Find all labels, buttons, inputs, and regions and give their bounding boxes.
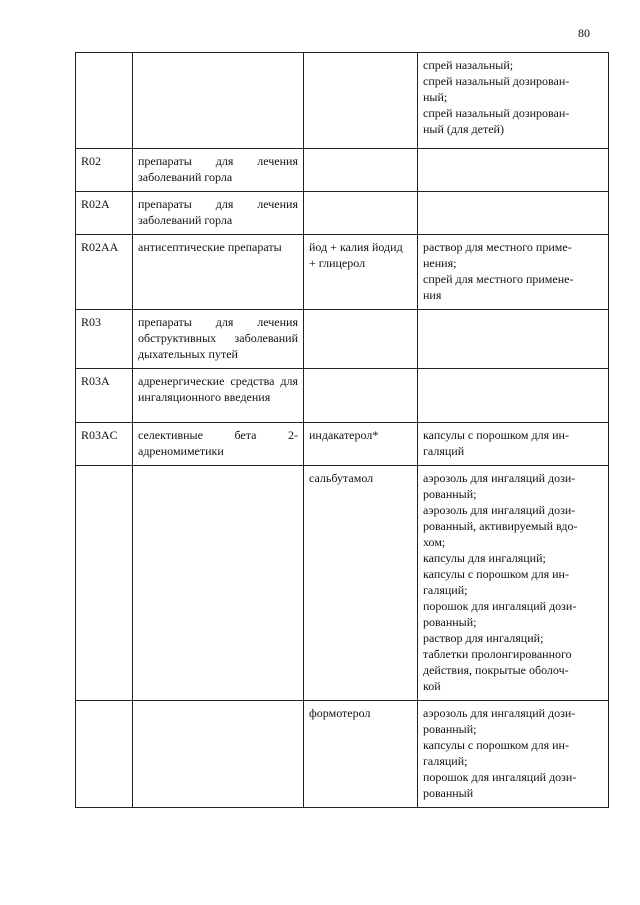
table-row bbox=[76, 701, 609, 808]
atc-code-cell: R03AC bbox=[76, 423, 133, 466]
drug-name-cell bbox=[304, 310, 418, 369]
group-name-cell: препараты для лечения заболеваний горла bbox=[133, 192, 304, 235]
drug-name-cell: сальбутамол bbox=[304, 466, 418, 701]
atc-code-cell: R03A bbox=[76, 369, 133, 423]
dosage-form-line: рованный bbox=[423, 786, 474, 800]
dosage-form-line: спрей назальный дозирован- bbox=[423, 74, 570, 88]
dosage-form-line: галяций; bbox=[423, 754, 468, 768]
dosage-form-line: кой bbox=[423, 679, 441, 693]
dosage-form-line: рованный, активируемый вдо- bbox=[423, 519, 578, 533]
dosage-form-line: раствор для ингаляций; bbox=[423, 631, 544, 645]
dosage-form-cell bbox=[418, 235, 609, 310]
group-name-cell: препараты для лечения заболеваний горла bbox=[133, 149, 304, 192]
dosage-form-cell bbox=[418, 53, 609, 149]
dosage-form-line: галяций bbox=[423, 444, 465, 458]
group-name-cell: препараты для лечения обструктивных заболеваний дыхательных путей bbox=[133, 310, 304, 369]
dosage-form-line: ный (для детей) bbox=[423, 122, 504, 136]
drug-name-cell: формотерол bbox=[304, 701, 418, 808]
drug-name-cell bbox=[304, 369, 418, 423]
dosage-form-line: аэрозоль для ингаляций дози- bbox=[423, 706, 576, 720]
atc-code-cell: R02A bbox=[76, 192, 133, 235]
dosage-form-line: рованный; bbox=[423, 615, 477, 629]
dosage-form-line: капсулы для ингаляций; bbox=[423, 551, 546, 565]
dosage-form-cell bbox=[418, 192, 609, 235]
drug-name-cell: индакатерол* bbox=[304, 423, 418, 466]
dosage-form-line: спрей назальный; bbox=[423, 58, 514, 72]
dosage-form-line: капсулы с порошком для ин- bbox=[423, 738, 569, 752]
dosage-form-line: ния bbox=[423, 288, 442, 302]
group-name-cell bbox=[133, 466, 304, 701]
dosage-form-line: аэрозоль для ингаляций дози- bbox=[423, 503, 576, 517]
dosage-form-cell bbox=[418, 149, 609, 192]
drug-name-cell bbox=[304, 192, 418, 235]
atc-code-cell bbox=[76, 53, 133, 149]
dosage-form-line: рованный; bbox=[423, 487, 477, 501]
group-name-cell: адренергические средства для ингаляционного введения bbox=[133, 369, 304, 423]
dosage-form-line: хом; bbox=[423, 535, 446, 549]
dosage-form-line: нения; bbox=[423, 256, 457, 270]
group-name-cell bbox=[133, 701, 304, 808]
drug-table bbox=[75, 52, 609, 808]
table-row bbox=[76, 310, 609, 369]
dosage-form-cell bbox=[418, 310, 609, 369]
dosage-form-line: порошок для ингаляций дози- bbox=[423, 599, 577, 613]
dosage-form-line: аэрозоль для ингаляций дози- bbox=[423, 471, 576, 485]
table-row bbox=[76, 149, 609, 192]
drug-name-cell: йод + калия йодид + глицерол bbox=[304, 235, 418, 310]
dosage-form-line: капсулы с порошком для ин- bbox=[423, 567, 569, 581]
atc-code-cell bbox=[76, 701, 133, 808]
dosage-form-line: рованный; bbox=[423, 722, 477, 736]
table-row bbox=[76, 423, 609, 466]
dosage-form-line: галяций; bbox=[423, 583, 468, 597]
group-name-cell bbox=[133, 53, 304, 149]
dosage-form-cell bbox=[418, 701, 609, 808]
dosage-form-line: спрей для местного примене- bbox=[423, 272, 574, 286]
group-name-cell: антисептические препараты bbox=[133, 235, 304, 310]
dosage-form-line: спрей назальный дозирован- bbox=[423, 106, 570, 120]
atc-code-cell: R02 bbox=[76, 149, 133, 192]
table-row bbox=[76, 235, 609, 310]
dosage-form-line: ный; bbox=[423, 90, 448, 104]
table-row bbox=[76, 369, 609, 423]
atc-code-cell: R02AA bbox=[76, 235, 133, 310]
group-name-cell: селективные бета 2-адреномиметики bbox=[133, 423, 304, 466]
dosage-form-line: таблетки пролонгированного bbox=[423, 647, 572, 661]
dosage-form-line: раствор для местного приме- bbox=[423, 240, 572, 254]
atc-code-cell bbox=[76, 466, 133, 701]
dosage-form-cell bbox=[418, 466, 609, 701]
table-row bbox=[76, 53, 609, 149]
atc-code-cell: R03 bbox=[76, 310, 133, 369]
dosage-form-line: порошок для ингаляций дози- bbox=[423, 770, 577, 784]
dosage-form-cell bbox=[418, 369, 609, 423]
table-body bbox=[76, 53, 609, 808]
drug-name-cell bbox=[304, 53, 418, 149]
page-number: 80 bbox=[578, 26, 590, 40]
dosage-form-line: действия, покрытые оболоч- bbox=[423, 663, 569, 677]
dosage-form-line: капсулы с порошком для ин- bbox=[423, 428, 569, 442]
table-row bbox=[76, 466, 609, 701]
dosage-form-cell bbox=[418, 423, 609, 466]
drug-name-cell bbox=[304, 149, 418, 192]
table-row bbox=[76, 192, 609, 235]
